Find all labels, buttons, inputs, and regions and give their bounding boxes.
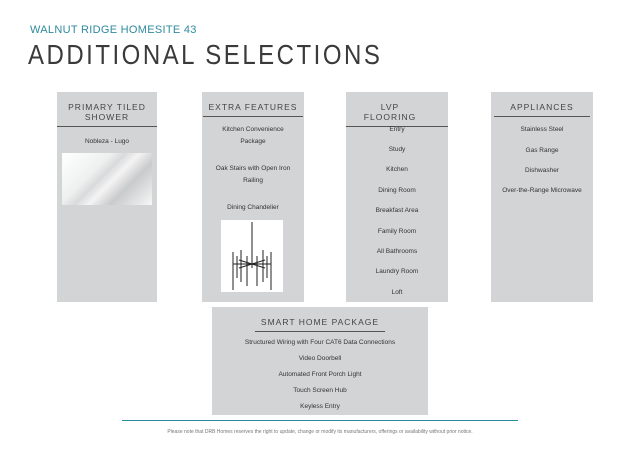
footer-divider (122, 420, 518, 421)
card-smart-home-package (212, 307, 428, 415)
card-title: APPLIANCES (494, 102, 589, 117)
card-title: SMART HOME PACKAGE (255, 317, 385, 332)
list-item: Structured Wiring with Four CAT6 Data Connections (244, 339, 396, 346)
list-item: Touch Screen Hub (293, 387, 347, 394)
list-item: Kitchen (386, 166, 408, 173)
list-item: Gas Range (525, 147, 559, 154)
list-item: Study (388, 146, 406, 153)
list-item: Automated Front Porch Light (278, 371, 362, 378)
list-item: Over-the-Range Microwave (502, 187, 582, 194)
list-item: Dishwasher (525, 167, 559, 174)
community-subtitle: WALNUT RIDGE HOMESITE 43 (30, 24, 197, 36)
list-item: Laundry Room (375, 268, 419, 275)
list-item: Breakfast Area (375, 207, 419, 214)
card-primary-tiled-shower (57, 92, 157, 302)
marble-tile-swatch (62, 153, 152, 205)
list-item: Dining Chandelier (227, 204, 279, 211)
shower-tile-name: Nobleza - Lugo (84, 138, 130, 145)
list-item: Oak Stairs with Open Iron Railing (215, 165, 291, 184)
list-item: Kitchen Convenience Package (222, 126, 284, 145)
list-item: Family Room (377, 228, 417, 235)
card-appliances (491, 92, 593, 302)
chandelier-image (221, 220, 283, 292)
card-title: LVP FLOORING (346, 102, 448, 127)
list-item: Dining Room (378, 187, 416, 194)
card-title: EXTRA FEATURES (203, 102, 304, 117)
list-item: Stainless Steel (520, 126, 564, 133)
card-extra-features (202, 92, 304, 302)
card-lvp-flooring (346, 92, 448, 302)
list-item: Entry (389, 126, 405, 133)
list-item: All Bathrooms (376, 248, 418, 255)
card-title: PRIMARY TILED SHOWER (57, 102, 157, 127)
list-item: Video Doorbell (298, 355, 342, 362)
list-item: Loft (391, 289, 403, 296)
footer-disclaimer: Please note that DRB Homes reserves the right to update, change or modify its manufacturers, offerings or availability without prior notice. (167, 429, 473, 435)
chandelier-icon (221, 220, 283, 292)
page-title: ADDITIONAL SELECTIONS (28, 40, 383, 72)
list-item: Keyless Entry (300, 403, 340, 410)
